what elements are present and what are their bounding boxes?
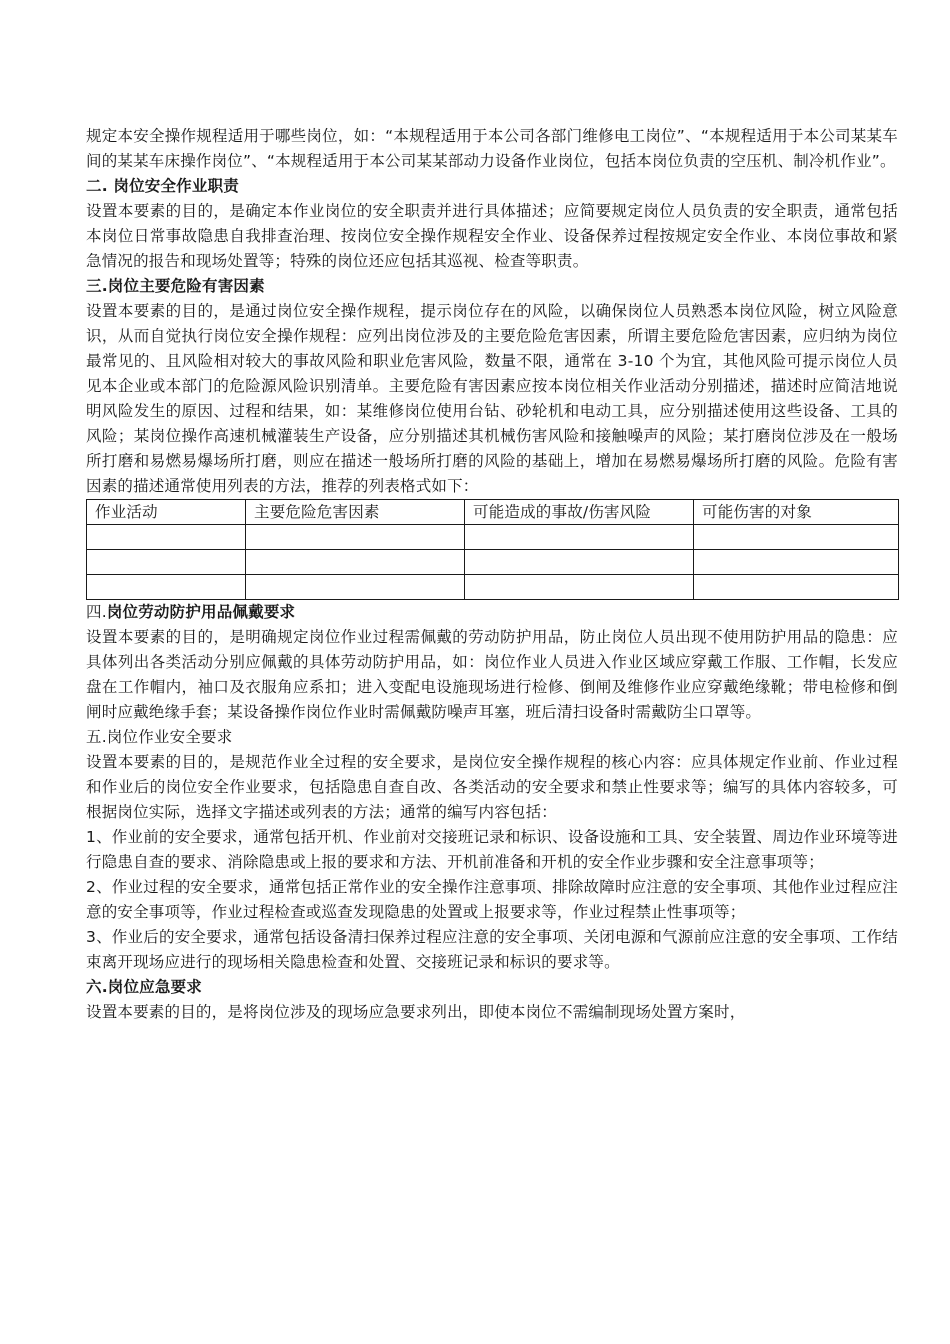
section-5-heading: 五.岗位作业安全要求 [86, 728, 233, 746]
section-3-body: 设置本要素的目的，是通过岗位安全操作规程，提示岗位存在的风险，以确保岗位人员熟悉本岗位风险，树立风险意识，从而自觉执行岗位安全操作规程：应列出岗位涉及的主要危险危害因素，所谓主要危险危害因素，应归纳为岗位最常见的、且风险相对较大的事故风险和职业危害风险，数量不限，通常在 3-10 个为宜，其他风险可提示岗位人员见本企业或本部门的危险源风险识别清单。主要危险有害因素应按本岗位相关作业活动分别描述，描述时应简洁地说明风险发生的原因、过程和结果，如：某维修岗位使用台钻、砂轮机和电动工具，应分别描述使用这些设备、工具的风险；某岗位操作高速机械灌装生产设备，应分别描述其机械伤害风险和接触噪声的风险；某打磨岗位涉及在一般场所打磨和易燃易爆场所打磨，则应在描述一般场所打磨的风险的基础上，增加在易燃易爆场所打磨的风险。危险有害因素的描述通常使用列表的方法，推荐的列表格式如下： [86, 302, 898, 495]
table-cell [694, 550, 899, 575]
table-header-cell: 作业活动 [87, 500, 246, 525]
table-row [87, 525, 899, 550]
section-5-item-1: 1、作业前的安全要求，通常包括开机、作业前对交接班记录和标识、设备设施和工具、安全装置、周边作业环境等进行隐患自查的要求、消除隐患或上报的要求和方法、开机前准备和开机的安全作业步骤和安全注意事项等； [86, 828, 898, 871]
hazard-table [86, 499, 899, 600]
section-6-body: 设置本要素的目的，是将岗位涉及的现场应急要求列出，即使本岗位不需编制现场处置方案时， [86, 1003, 746, 1021]
section-4-heading [86, 600, 898, 625]
table-cell [246, 575, 465, 600]
section-6-heading: 六.岗位应急要求 [86, 978, 202, 996]
table-header-cell: 主要危险危害因素 [246, 500, 465, 525]
section-5-item-3: 3、作业后的安全要求，通常包括设备清扫保养过程应注意的安全事项、关闭电源和气源前应注意的安全事项、工作结束离开现场应进行的现场相关隐患检查和处置、交接班记录和标识的要求等。 [86, 928, 898, 971]
table-row [87, 550, 899, 575]
section-5-item-2: 2、作业过程的安全要求，通常包括正常作业的安全操作注意事项、排除故障时应注意的安全事项、其他作业过程应注意的安全事项等，作业过程检查或巡查发现隐患的处置或上报要求等，作业过程禁止性事项等； [86, 878, 898, 921]
table-cell [87, 525, 246, 550]
section-4-number: 四. [86, 603, 107, 621]
section-4-body: 设置本要素的目的，是明确规定岗位作业过程需佩戴的劳动防护用品，防止岗位人员出现不使用防护用品的隐患：应具体列出各类活动分别应佩戴的具体劳动防护用品，如：岗位作业人员进入作业区域应穿戴工作服、工作帽，长发应盘在工作帽内，袖口及衣服角应系扣；进入变配电设施现场进行检修、倒闸及维修作业应穿戴绝缘靴；带电检修和倒闸时应戴绝缘手套；某设备操作岗位作业时需佩戴防噪声耳塞，班后清扫设备时需戴防尘口罩等。 [86, 628, 898, 721]
table-cell [694, 525, 899, 550]
table-cell [465, 525, 694, 550]
table-cell [246, 550, 465, 575]
table-header-row [87, 500, 899, 525]
section-3-heading: 三.岗位主要危险有害因素 [86, 277, 265, 295]
table-cell [694, 575, 899, 600]
table-cell [465, 550, 694, 575]
section-5-body: 设置本要素的目的，是规范作业全过程的安全要求，是岗位安全操作规程的核心内容：应具体规定作业前、作业过程和作业后的岗位安全作业要求，包括隐患自查自改、各类活动的安全要求和禁止性要求等；编写的具体内容较多，可根据岗位实际，选择文字描述或列表的方法；通常的编写内容包括： [86, 753, 898, 821]
intro-paragraph: 规定本安全操作规程适用于哪些岗位，如：“本规程适用于本公司各部门维修电工岗位”、“本规程适用于本公司某某车间的某某车床操作岗位”、“本规程适用于本公司某某部动力设备作业岗位，包括本岗位负责的空压机、制冷机作业”。 [86, 127, 898, 170]
table-row [87, 575, 899, 600]
table-cell [87, 575, 246, 600]
table-header-cell: 可能伤害的对象 [694, 500, 899, 525]
section-2-body: 设置本要素的目的，是确定本作业岗位的安全职责并进行具体描述；应简要规定岗位人员负责的安全职责，通常包括本岗位日常事故隐患自我排查治理、按岗位安全操作规程安全作业、设备保养过程按规定安全作业、本岗位事故和紧急情况的报告和现场处置等；特殊的岗位还应包括其巡视、检查等职责。 [86, 202, 898, 270]
section-2-heading: 二. 岗位安全作业职责 [86, 177, 239, 195]
table-cell [465, 575, 694, 600]
document-page [86, 124, 898, 1025]
table-header-cell: 可能造成的事故/伤害风险 [465, 500, 694, 525]
table-cell [246, 525, 465, 550]
section-4-title: 岗位劳动防护用品佩戴要求 [106, 603, 296, 621]
table-cell [87, 550, 246, 575]
